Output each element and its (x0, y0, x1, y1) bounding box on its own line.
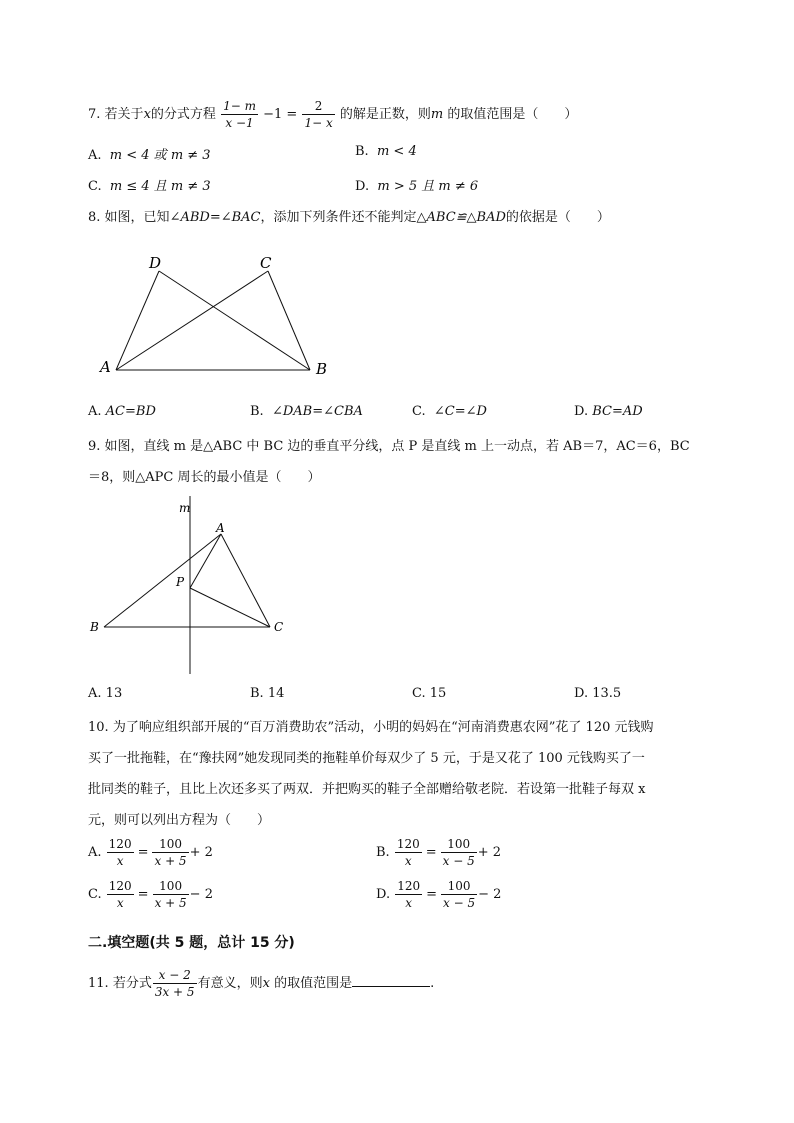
label-b: B (90, 620, 99, 634)
stem-text: 的解是正数，则 (339, 107, 431, 122)
stem-text: 的取值范围是 (274, 976, 353, 991)
option-a[interactable]: A. 13 (88, 686, 123, 701)
segment-ac (221, 534, 270, 627)
given-condition: ∠ABD=∠BAC (169, 210, 261, 225)
option-d[interactable]: D. 13.5 (574, 686, 622, 701)
segment-pc (190, 588, 270, 627)
option-a[interactable]: A. AC=BD (88, 404, 156, 419)
question-8 (88, 206, 610, 225)
question-9 (88, 435, 690, 454)
segment-ac (116, 271, 268, 370)
option-b[interactable]: B. m < 4 (355, 144, 417, 159)
segment-ab (104, 534, 221, 627)
question-number: 10. (88, 720, 109, 735)
stem-text: ，添加下列条件还不能判定 (260, 210, 417, 225)
stem-text: 的依据是（ ） (505, 210, 610, 225)
fraction: $\frac{100}{x - 5}$ (443, 879, 476, 910)
equation-term: −1 = (263, 107, 298, 122)
stem-text: 若分式 (112, 976, 152, 991)
fraction: $\frac{100}{x + 5}$ (154, 879, 187, 910)
label-c: C (274, 620, 284, 634)
variable-m: m (430, 107, 444, 122)
option-d[interactable]: D. BC=AD (574, 404, 643, 419)
variable-x: x (262, 976, 270, 991)
label-p: P (176, 575, 185, 589)
fraction: $\frac{100}{x + 5}$ (154, 837, 187, 868)
label-a: A (216, 521, 225, 535)
fraction: $\frac{120}{x}$ (108, 837, 132, 868)
question-number: 8. (88, 210, 101, 225)
stem-line: 元，则可以列出方程为（ ） (88, 813, 271, 828)
option-a[interactable]: A. m < 4 或 m ≠ 3 (88, 148, 211, 163)
variable-x: x (143, 107, 151, 122)
option-b[interactable]: B. ∠DAB=∠CBA (250, 404, 363, 419)
question-10 (88, 716, 654, 735)
question-9-line-2 (88, 466, 320, 485)
segment-ad (116, 271, 159, 370)
option-b[interactable]: B. 14 (250, 686, 285, 701)
question-11: 11. 若分式 $\frac{x - 2}{3x + 5}$ 有意义，则x 的取值范围是 . (88, 968, 435, 999)
q8-figure (96, 248, 346, 384)
option-c[interactable]: C. 15 (412, 686, 447, 701)
option-b[interactable]: B. $\frac{120}{x}$ = $\frac{100}{x - 5}$ + 2 (376, 837, 502, 868)
stem-text: 的取值范围是（ ） (447, 107, 578, 122)
option-c[interactable]: C. $\frac{120}{x}$ = $\frac{100}{x + 5}$ − 2 (88, 879, 213, 910)
congruence: △ABC≌△BAD (416, 210, 506, 225)
option-c[interactable]: C. m ≤ 4 且 m ≠ 3 (88, 179, 211, 194)
answer-blank[interactable] (352, 974, 430, 987)
label-c: C (260, 254, 272, 272)
fraction: $\frac{1- m}{x -1}$ (223, 99, 256, 130)
question-number: 9. (88, 439, 101, 454)
stem-text: 有意义，则 (197, 976, 263, 991)
section-heading: 二.填空题(共 5 题，总计 15 分) (88, 935, 295, 951)
question-10-line-3 (88, 778, 645, 797)
fraction: $\frac{120}{x}$ (396, 837, 420, 868)
question-10-line-2 (88, 747, 645, 766)
fraction: $\frac{120}{x}$ (108, 879, 132, 910)
stem-line: 买了一批拖鞋，在“豫扶网”她发现同类的拖鞋单价每双少了 5 元，于是又花了 100 元钱购买了一 (88, 751, 645, 766)
fraction: $\frac{2}{1- x}$ (304, 99, 333, 130)
option-c[interactable]: C. ∠C=∠D (412, 404, 487, 419)
segment-bd (159, 271, 310, 370)
label-a: A (100, 358, 111, 376)
fraction: $\frac{100}{x - 5}$ (442, 837, 475, 868)
label-m: m (179, 501, 191, 515)
fraction: $\frac{120}{x}$ (397, 879, 421, 910)
stem-line: ＝8，则△APC 周长的最小值是（ ） (88, 470, 321, 485)
question-10-line-4 (88, 809, 270, 828)
stem-text: 如图，已知 (104, 210, 170, 225)
option-d[interactable]: D. $\frac{120}{x}$ = $\frac{100}{x - 5}$ − 2 (376, 879, 502, 910)
stem-text: 的分式方程 (150, 107, 216, 122)
stem-line: 为了响应组织部开展的“百万消费助农”活动，小明的妈妈在“河南消费惠农网”花了 120 元钱购 (112, 720, 654, 735)
stem-text: 若关于 (104, 107, 144, 122)
fraction: $\frac{x - 2}{3x + 5}$ (154, 968, 195, 999)
stem-line: 如图，直线 m 是△ABC 中 BC 边的垂直平分线，点 P 是直线 m 上一动点，若 AB＝7，AC＝6，BC (104, 439, 690, 454)
question-7 (88, 100, 577, 130)
segment-bc (268, 271, 310, 370)
label-d: D (149, 254, 162, 272)
label-b: B (316, 360, 328, 378)
question-number: 11. (88, 976, 109, 991)
stem-line: 批同类的鞋子，且比上次还多买了两双．并把购买的鞋子全部赠给敬老院．若设第一批鞋子每双 x (88, 782, 646, 797)
question-number: 7. (88, 107, 101, 122)
option-a[interactable]: A. $\frac{120}{x}$ = $\frac{100}{x + 5}$ + 2 (88, 837, 213, 868)
q9-figure (84, 494, 304, 678)
option-d[interactable]: D. m > 5 且 m ≠ 6 (355, 179, 479, 194)
segment-ap (190, 534, 221, 588)
